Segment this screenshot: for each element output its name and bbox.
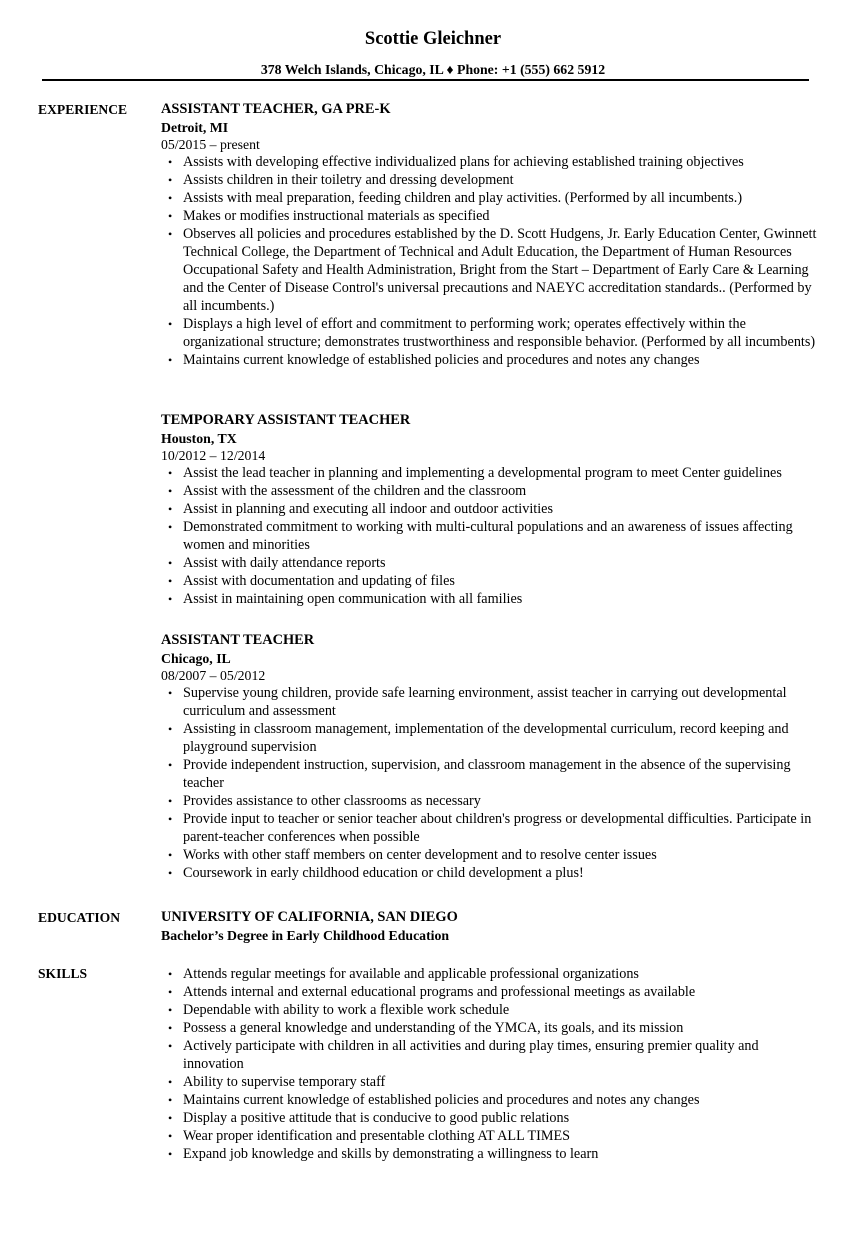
list-item: • Attends internal and external educational programs and professional meetings as available [161,983,821,1001]
job-entry [161,100,821,369]
job-dates: 10/2012 – 12/2014 [161,448,266,463]
list-item: • Demonstrated commitment to working with multi-cultural populations and an awareness of issues affecting women and minorities [161,518,821,554]
contact-line: 378 Welch Islands, Chicago, IL ♦ Phone: +1 (555) 662 5912 [260,62,606,77]
list-item: • Assist in planning and executing all indoor and outdoor activities [161,500,821,518]
skills-list-wrap [161,965,821,1163]
list-item: • Assist with daily attendance reports [161,554,821,572]
degree-name: Bachelor’s Degree in Early Childhood Education [161,928,450,943]
job-dates: 05/2015 – present [161,137,260,152]
list-item: • Ability to supervise temporary staff [161,1073,821,1091]
list-item: • Assists with meal preparation, feeding children and play activities. (Performed by all incumbents.) [161,189,821,207]
list-item: • Expand job knowledge and skills by demonstrating a willingness to learn [161,1145,821,1163]
list-item: • Assist with the assessment of the children and the classroom [161,482,821,500]
education-heading: EDUCATION [38,910,121,925]
list-item: • Assist the lead teacher in planning and implementing a developmental program to meet Center guidelines [161,464,821,482]
list-item: • Actively participate with children in all activities and during play times, ensuring premier quality and innovation [161,1037,821,1073]
list-item: • Assists children in their toiletry and dressing development [161,171,821,189]
job-title: ASSISTANT TEACHER, GA PRE-K [161,101,391,117]
list-item: • Provide independent instruction, supervision, and classroom management in the absence of the supervising teacher [161,756,821,792]
list-item: • Maintains current knowledge of established policies and procedures and notes any changes [161,351,821,369]
job-location: Houston, TX [161,431,237,446]
skills-heading: SKILLS [38,966,88,981]
list-item: • Wear proper identification and presentable clothing AT ALL TIMES [161,1127,821,1145]
list-item: • Assisting in classroom management, implementation of the developmental curriculum, record keeping and playground supervision [161,720,821,756]
list-item: • Coursework in early childhood education or child development a plus! [161,864,821,882]
experience-heading: EXPERIENCE [38,102,128,117]
list-item: • Observes all policies and procedures established by the D. Scott Hudgens, Jr. Early Education Center, Gwinnett Technical College, the Department of Technical and Adult Education, the Department of Human Resources Occupational Safety and Health Administration, Bright from the Start – Department of Early Care & Learning and the Center of Disease Control's universal precautions and NAEYC accreditation standards.. (Performed by all incumbents.) [161,225,821,315]
job-location: Chicago, IL [161,651,231,666]
job-title: TEMPORARY ASSISTANT TEACHER [161,412,411,428]
list-item: • Dependable with ability to work a flexible work schedule [161,1001,821,1019]
list-item: • Assist in maintaining open communication with all families [161,590,821,608]
job-bullets [161,684,821,882]
job-dates: 08/2007 – 05/2012 [161,668,266,683]
list-item: • Assist with documentation and updating of files [161,572,821,590]
list-item: • Works with other staff members on center development and to resolve center issues [161,846,821,864]
candidate-name: Scottie Gleichner [364,29,502,49]
job-bullets [161,153,821,369]
job-entry [161,411,821,608]
list-item: • Assists with developing effective individualized plans for achieving established training objectives [161,153,821,171]
job-title: ASSISTANT TEACHER [161,632,315,648]
job-location: Detroit, MI [161,120,229,135]
education-entry [161,908,821,945]
skills-list [161,965,821,1163]
list-item: • Provide input to teacher or senior teacher about children's progress or developmental difficulties. Participate in parent-teacher conferences when possible [161,810,821,846]
job-bullets [161,464,821,608]
list-item: • Attends regular meetings for available and applicable professional organizations [161,965,821,983]
list-item: • Possess a general knowledge and understanding of the YMCA, its goals, and its mission [161,1019,821,1037]
list-item: • Supervise young children, provide safe learning environment, assist teacher in carrying out developmental curriculum and assessment [161,684,821,720]
list-item: • Provides assistance to other classrooms as necessary [161,792,821,810]
list-item: • Displays a high level of effort and commitment to performing work; operates effectively within the organizational structure; demonstrates trustworthiness and responsible behavior. (Performed by all incumbents) [161,315,821,351]
list-item: • Makes or modifies instructional materials as specified [161,207,821,225]
list-item: • Display a positive attitude that is conducive to good public relations [161,1109,821,1127]
header-divider [42,79,809,81]
school-name: UNIVERSITY OF CALIFORNIA, SAN DIEGO [161,909,458,925]
list-item: • Maintains current knowledge of established policies and procedures and notes any changes [161,1091,821,1109]
job-entry [161,631,821,882]
